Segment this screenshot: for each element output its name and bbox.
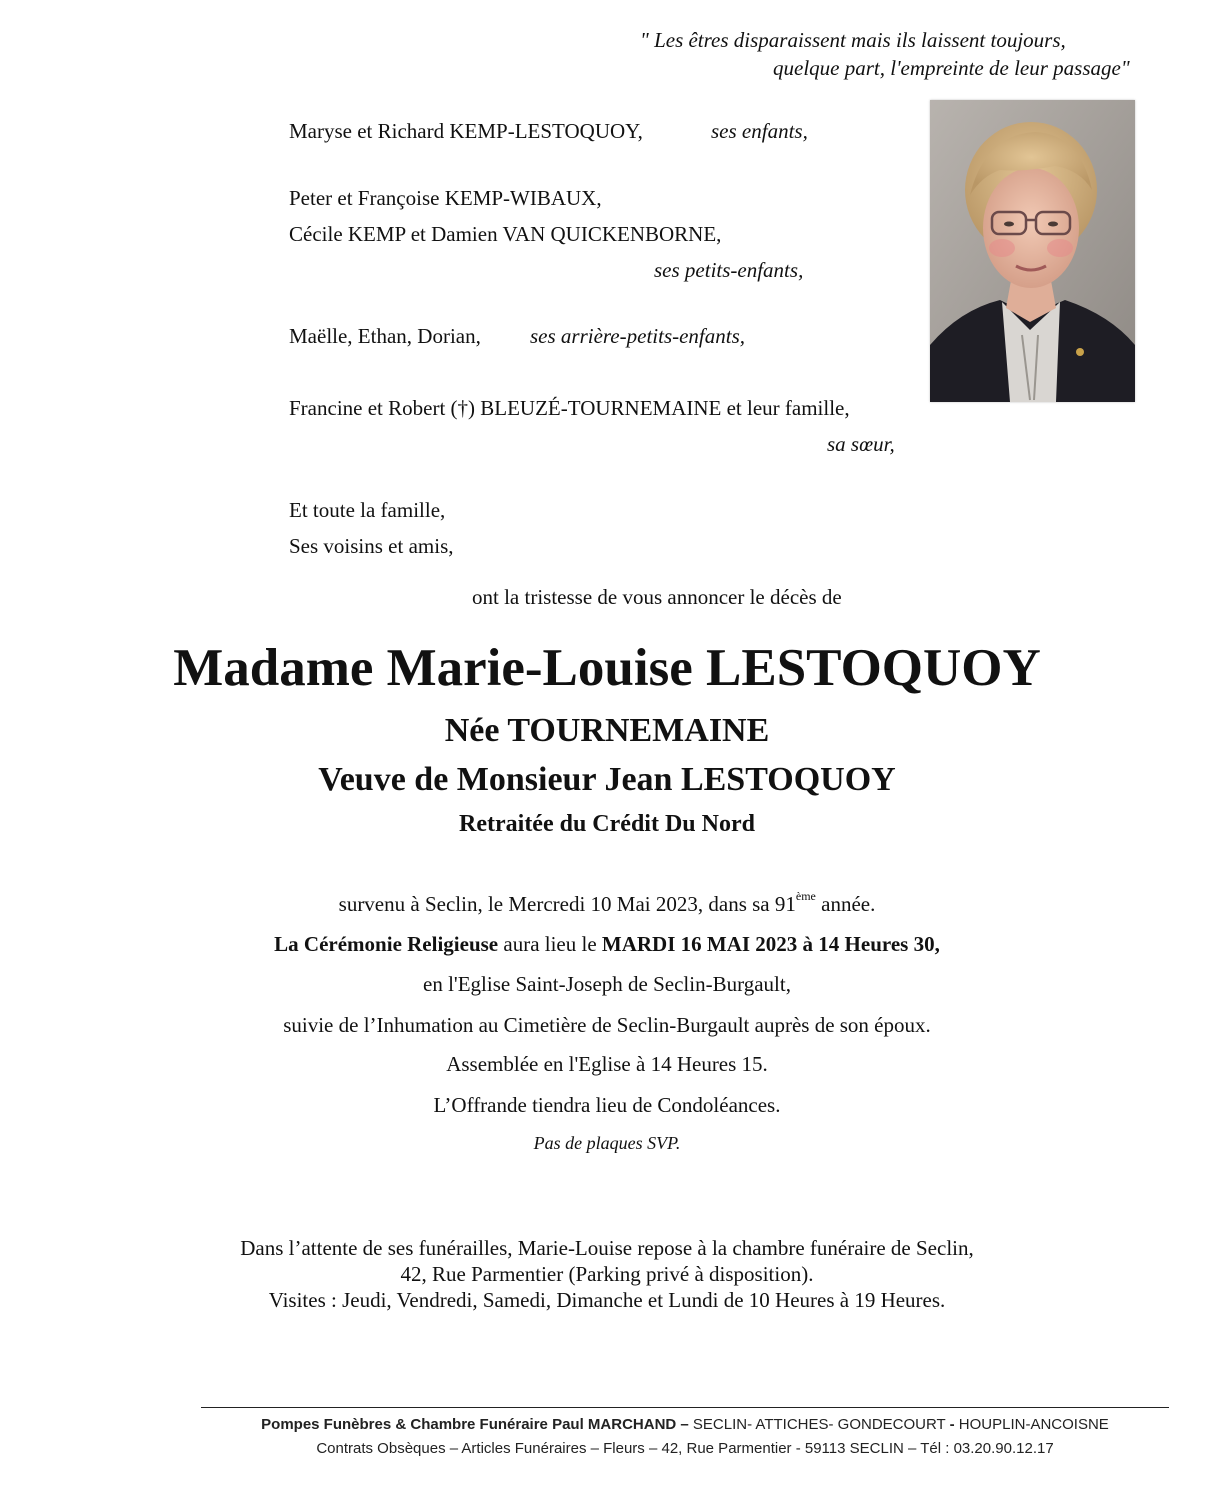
deceased-occupation: Retraitée du Crédit Du Nord bbox=[459, 811, 755, 837]
deceased-maiden-name: Née TOURNEMAINE bbox=[444, 712, 770, 749]
others-line-1: Et toute la famille, bbox=[289, 498, 446, 522]
great-grandchildren-names: Maëlle, Ethan, Dorian, bbox=[289, 324, 481, 348]
footer-company: Pompes Funèbres & Chambre Funéraire Paul MARCHAND – bbox=[261, 1416, 689, 1433]
grandchildren-role: ses petits-enfants, bbox=[654, 258, 804, 282]
footer-towns-1: SECLIN- ATTICHES- GONDECOURT bbox=[688, 1416, 950, 1433]
no-plaques: Pas de plaques SVP. bbox=[533, 1133, 681, 1153]
visitation-line-1: Dans l’attente de ses funérailles, Marie-Louise repose à la chambre funéraire de Seclin, bbox=[240, 1236, 974, 1260]
ceremony-date: MARDI 16 MAI 2023 à 14 Heures 30, bbox=[601, 932, 940, 956]
deceased-widow-of: Veuve de Monsieur Jean LESTOQUOY bbox=[318, 761, 896, 798]
death-text-1: survenu à Seclin, le Mercredi 10 Mai 2023, dans sa 91 bbox=[338, 892, 796, 916]
death-ordinal: ème bbox=[795, 889, 816, 903]
death-notice bbox=[0, 889, 1214, 917]
offering: L’Offrande tiendra lieu de Condoléances. bbox=[433, 1093, 781, 1117]
death-text-2: année. bbox=[815, 892, 876, 916]
footer-towns-2: HOUPLIN-ANCOISNE bbox=[954, 1416, 1109, 1433]
grandchildren-line-2: Cécile KEMP et Damien VAN QUICKENBORNE, bbox=[289, 222, 722, 246]
grandchildren-line-1: Peter et Françoise KEMP-WIBAUX, bbox=[289, 186, 602, 210]
portrait-image bbox=[930, 100, 1135, 402]
footer-line-2: Contrats Obsèques – Articles Funéraires – Fleurs – 42, Rue Parmentier - 59113 SECLIN – Tél : 03.20.90.12.17 bbox=[316, 1440, 1054, 1457]
children-role: ses enfants, bbox=[711, 119, 808, 143]
announcement: ont la tristesse de vous annoncer le décès de bbox=[472, 585, 842, 609]
church: en l'Eglise Saint-Joseph de Seclin-Burgault, bbox=[423, 972, 791, 996]
portrait-photo bbox=[930, 100, 1135, 402]
ceremony-label: La Cérémonie Religieuse bbox=[274, 932, 499, 956]
quote-line-2: quelque part, l'empreinte de leur passage" bbox=[773, 56, 1130, 80]
quote-line-1: " Les êtres disparaissent mais ils laissent toujours, bbox=[640, 28, 1066, 52]
great-grandchildren-role: ses arrière-petits-enfants, bbox=[530, 324, 746, 348]
visitation-line-3: Visites : Jeudi, Vendredi, Samedi, Dimanche et Lundi de 10 Heures à 19 Heures. bbox=[268, 1288, 946, 1312]
sister-names: Francine et Robert (†) BLEUZÉ-TOURNEMAINE et leur famille, bbox=[289, 396, 850, 420]
footer-dash: - bbox=[949, 1416, 955, 1433]
deceased-name: Madame Marie-Louise LESTOQUOY bbox=[173, 639, 1041, 697]
visitation-line-2: 42, Rue Parmentier (Parking privé à disposition). bbox=[400, 1262, 814, 1286]
others-line-2: Ses voisins et amis, bbox=[289, 534, 454, 558]
children-names: Maryse et Richard KEMP-LESTOQUOY, bbox=[289, 119, 643, 143]
burial: suivie de l’Inhumation au Cimetière de Seclin-Burgault auprès de son époux. bbox=[283, 1013, 931, 1037]
ceremony-notice bbox=[0, 932, 1214, 957]
ceremony-mid: aura lieu le bbox=[498, 932, 602, 956]
footer-divider bbox=[201, 1407, 1169, 1408]
assembly: Assemblée en l'Eglise à 14 Heures 15. bbox=[446, 1052, 768, 1076]
sister-role: sa sœur, bbox=[827, 432, 895, 456]
footer-line-1 bbox=[201, 1416, 1169, 1433]
